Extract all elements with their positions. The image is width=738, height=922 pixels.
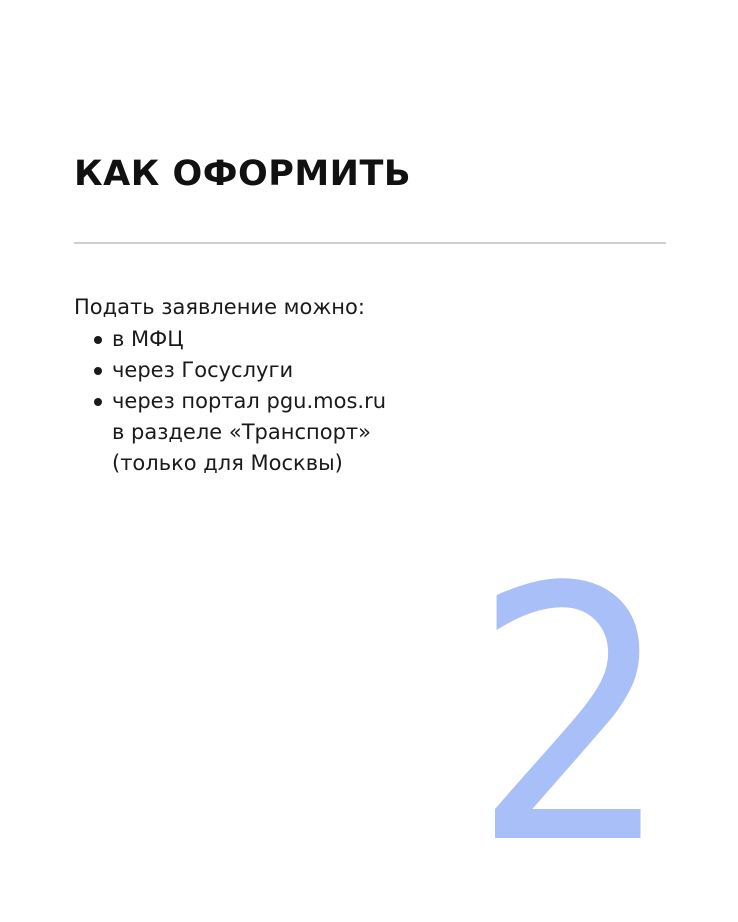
list-item [74, 355, 386, 386]
list-item [74, 386, 386, 479]
bullet-icon [94, 367, 102, 375]
list-item-text: через Госуслуги [112, 358, 294, 382]
submission-methods-list [74, 324, 386, 479]
step-number-text: 2 [472, 540, 672, 860]
page-title: КАК ОФОРМИТЬ [74, 154, 412, 194]
list-item-text: в разделе «Транспорт» [112, 420, 372, 444]
step-number [462, 540, 682, 860]
bullet-icon [94, 398, 102, 406]
list-item-text: в МФЦ [112, 327, 184, 351]
list-item-text: через портал pgu.mos.ru [112, 389, 387, 413]
intro-text: Подать заявление можно: [74, 295, 365, 319]
bullet-icon [94, 336, 102, 344]
list-item-text: (только для Москвы) [112, 451, 343, 475]
list-item [74, 324, 386, 355]
divider [74, 242, 666, 244]
